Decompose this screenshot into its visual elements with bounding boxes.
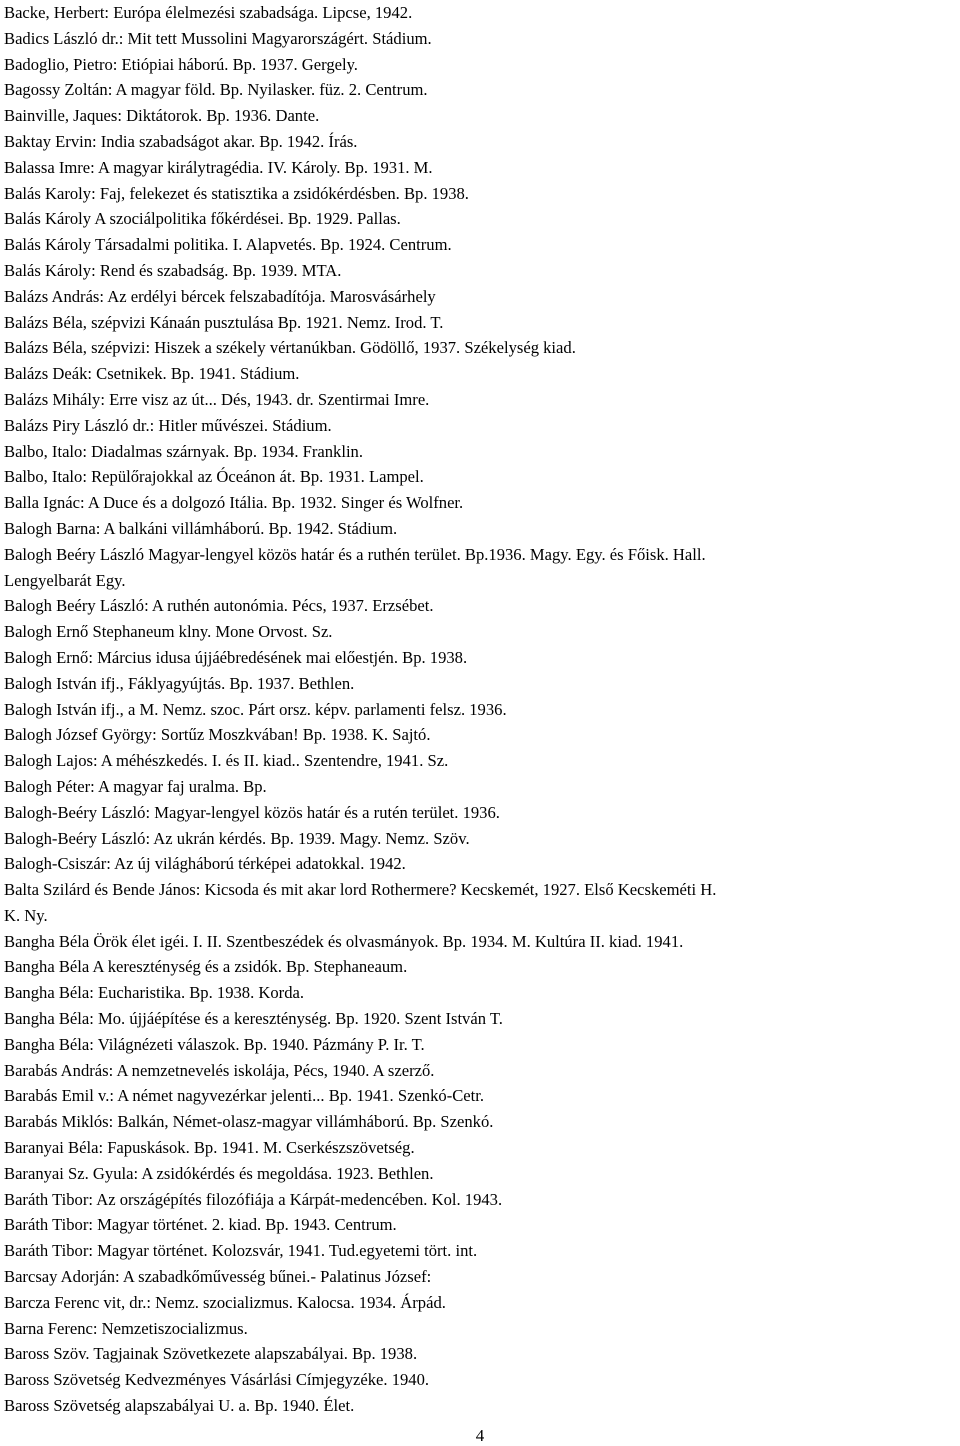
bibliography-line: Barcza Ferenc vit, dr.: Nemz. szocializmus. Kalocsa. 1934. Árpád. <box>4 1292 446 1312</box>
bibliography-line: Baross Szöv. Tagjainak Szövetkezete alapszabályai. Bp. 1938. <box>4 1344 418 1364</box>
bibliography-line: K. Ny. <box>4 905 48 925</box>
bibliography-line: Bangha Béla: Eucharistika. Bp. 1938. Korda. <box>4 983 305 1003</box>
page-number: 4 <box>475 1426 485 1445</box>
bibliography-line: Balázs Piry László dr.: Hitler művészei. Stádium. <box>4 415 332 435</box>
bibliography-line: Balázs Béla, szépvizi: Hiszek a székely vértanúkban. Gödöllő, 1937. Székelység kiad. <box>4 338 576 358</box>
bibliography-line: Baráth Tibor: Az országépítés filozófiája a Kárpát-medencében. Kol. 1943. <box>4 1189 503 1209</box>
bibliography-line: Badoglio, Pietro: Etiópiai háború. Bp. 1937. Gergely. <box>4 54 358 74</box>
bibliography-line: Baranyai Sz. Gyula: A zsidókérdés és megoldása. 1923. Bethlen. <box>4 1163 434 1183</box>
bibliography-line: Balás Károly A szociálpolitika főkérdései. Bp. 1929. Pallas. <box>4 209 401 229</box>
bibliography-line: Bangha Béla Örök élet igéi. I. II. Szentbeszédek és olvasmányok. Bp. 1934. M. Kultúra II. kiad. 1941. <box>4 931 684 951</box>
bibliography-line: Balogh Beéry László: A ruthén autonómia. Pécs, 1937. Erzsébet. <box>4 596 434 616</box>
bibliography-line: Bangha Béla: Világnézeti válaszok. Bp. 1940. Pázmány P. Ir. T. <box>4 1034 425 1054</box>
bibliography-line: Barna Ferenc: Nemzetiszocializmus. <box>4 1318 248 1338</box>
bibliography-line: Balogh Lajos: A méhészkedés. I. és II. kiad.. Szentendre, 1941. Sz. <box>4 751 449 771</box>
bibliography-line: Baráth Tibor: Magyar történet. 2. kiad. Bp. 1943. Centrum. <box>4 1215 397 1235</box>
bibliography-list <box>4 0 956 1419</box>
bibliography-line: Balogh-Beéry László: Magyar-lengyel közös határ és a rutén terület. 1936. <box>4 802 500 822</box>
bibliography-line: Balogh Ernő Stephaneum klny. Mone Orvost. Sz. <box>4 622 333 642</box>
bibliography-line: Balogh Péter: A magyar faj uralma. Bp. <box>4 776 267 796</box>
bibliography-line: Balogh Beéry László Magyar-lengyel közös határ és a ruthén terület. Bp.1936. Magy. Egy. és Főisk. Hall. <box>4 544 706 564</box>
bibliography-line: Barabás András: A nemzetnevelés iskolája, Pécs, 1940. A szerző. <box>4 1060 435 1080</box>
bibliography-line: Bangha Béla A kereszténység és a zsidók. Bp. Stephaneaum. <box>4 957 408 977</box>
bibliography-line: Bagossy Zoltán: A magyar föld. Bp. Nyilasker. füz. 2. Centrum. <box>4 80 428 100</box>
bibliography-line: Balbo, Italo: Repülőrajokkal az Óceánon át. Bp. 1931. Lampel. <box>4 467 424 487</box>
bibliography-line: Balogh Barna: A balkáni villámháború. Bp. 1942. Stádium. <box>4 518 398 538</box>
bibliography-line: Baranyai Béla: Fapuskások. Bp. 1941. M. Cserkészszövetség. <box>4 1138 415 1158</box>
bibliography-line: Badics László dr.: Mit tett Mussolini Magyarországért. Stádium. <box>4 28 432 48</box>
bibliography-line: Balázs Deák: Csetnikek. Bp. 1941. Stádium. <box>4 364 300 384</box>
bibliography-line: Balogh Ernő: Március idusa újjáébredésének mai előestjén. Bp. 1938. <box>4 647 468 667</box>
bibliography-line: Balázs András: Az erdélyi bércek felszabadítója. Marosvásárhely <box>4 286 436 306</box>
bibliography-line: Balás Károly Társadalmi politika. I. Alapvetés. Bp. 1924. Centrum. <box>4 235 452 255</box>
bibliography-line: Balázs Béla, szépvizi Kánaán pusztulása Bp. 1921. Nemz. Irod. T. <box>4 312 444 332</box>
bibliography-line: Baktay Ervin: India szabadságot akar. Bp. 1942. Írás. <box>4 131 358 151</box>
bibliography-line: Bainville, Jaques: Diktátorok. Bp. 1936. Dante. <box>4 106 320 126</box>
bibliography-line: Bangha Béla: Mo. újjáépítése és a kereszténység. Bp. 1920. Szent István T. <box>4 1009 503 1029</box>
bibliography-line: Balogh István ifj., a M. Nemz. szoc. Párt orsz. képv. parlamenti felsz. 1936. <box>4 699 507 719</box>
bibliography-line: Balogh István ifj., Fáklyagyújtás. Bp. 1937. Bethlen. <box>4 673 355 693</box>
bibliography-line: Balogh-Csiszár: Az új világháború térképei adatokkal. 1942. <box>4 854 406 874</box>
bibliography-line: Balogh-Beéry László: Az ukrán kérdés. Bp. 1939. Magy. Nemz. Szöv. <box>4 828 470 848</box>
bibliography-line: Barabás Emil v.: A német nagyvezérkar jelenti... Bp. 1941. Szenkó-Cetr. <box>4 1086 485 1106</box>
bibliography-line: Balta Szilárd és Bende János: Kicsoda és mit akar lord Rothermere? Kecskemét, 1927. Első Kecskeméti H. <box>4 880 717 900</box>
bibliography-line: Balbo, Italo: Diadalmas szárnyak. Bp. 1934. Franklin. <box>4 441 364 461</box>
bibliography-line: Lengyelbarát Egy. <box>4 570 126 590</box>
bibliography-line: Balla Ignác: A Duce és a dolgozó Itália. Bp. 1932. Singer és Wolfner. <box>4 493 464 513</box>
bibliography-line: Balázs Mihály: Erre visz az út... Dés, 1943. dr. Szentirmai Imre. <box>4 389 430 409</box>
bibliography-line: Balogh József György: Sortűz Moszkvában! Bp. 1938. K. Sajtó. <box>4 725 431 745</box>
bibliography-line: Baross Szövetség alapszabályai U. a. Bp. 1940. Élet. <box>4 1396 355 1416</box>
bibliography-line: Balás Károly: Rend és szabadság. Bp. 1939. MTA. <box>4 260 342 280</box>
bibliography-line: Balassa Imre: A magyar királytragédia. IV. Károly. Bp. 1931. M. <box>4 157 433 177</box>
bibliography-line: Baráth Tibor: Magyar történet. Kolozsvár, 1941. Tud.egyetemi tört. int. <box>4 1241 478 1261</box>
bibliography-line: Barcsay Adorján: A szabadkőművesség bűnei.- Palatinus József: <box>4 1267 432 1287</box>
bibliography-line: Backe, Herbert: Európa élelmezési szabadsága. Lipcse, 1942. <box>4 3 413 22</box>
bibliography-line: Balás Karoly: Faj, felekezet és statisztika a zsidókérdésben. Bp. 1938. <box>4 183 469 203</box>
bibliography-line: Baross Szövetség Kedvezményes Vásárlási Címjegyzéke. 1940. <box>4 1370 430 1390</box>
bibliography-line: Barabás Miklós: Balkán, Német-olasz-magyar villámháború. Bp. Szenkó. <box>4 1112 494 1132</box>
